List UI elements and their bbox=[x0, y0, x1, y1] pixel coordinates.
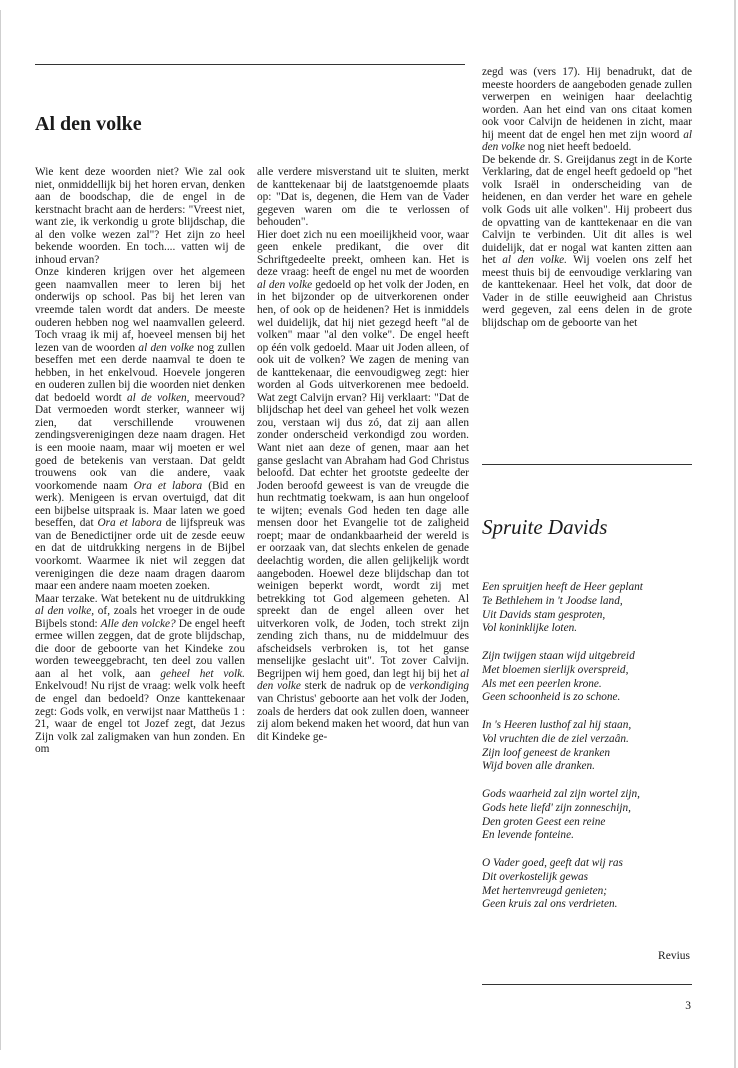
poem-line: Gods hete liefd' zijn zonneschijn, bbox=[482, 801, 631, 814]
poem-line: Een spruitjen heeft de Heer geplant bbox=[482, 581, 643, 593]
poem-line: Geen kruis zal ons verdrieten. bbox=[482, 898, 618, 911]
poem-line: O Vader goed, geeft dat wij ras bbox=[482, 856, 623, 869]
text-run: Enkelvoud! Nu rijst de vraag: welk volk heeft de engel dan bedoeld? Onze kanttekenaar zegt: Gods volk, en verwijst naar Mattheüs 1 : 21, waar de engel tot Jozef zegt, dat Jezus Zijn volk zal zaligmaken van hun zonden. En om bbox=[35, 680, 245, 756]
poem-line: In 's Heeren lusthof zal hij staan, bbox=[482, 718, 632, 731]
poem-line: Te Bethlehem in 't Joodse land, bbox=[482, 594, 623, 607]
poem-stanza-1 bbox=[482, 581, 712, 636]
italic-phrase: geheel het volk. bbox=[160, 667, 245, 680]
article-column-3 bbox=[482, 66, 692, 329]
article-paragraph bbox=[257, 166, 469, 229]
poem-stanza-4 bbox=[482, 788, 712, 843]
top-rule bbox=[35, 64, 465, 65]
text-run: zegd was (vers 17). Hij benadrukt, dat de meeste hoorders de aangeboden genade zullen verwerpen en weinigen haar deelachtig worden. Aan het eind van ons citaat komen ook voor Calvijn de heidenen in zicht, maar hij meent dat de engel hen met zijn woord bbox=[482, 66, 692, 141]
text-run: Maar terzake. Wat betekent nu de uitdrukking bbox=[35, 592, 245, 605]
italic-phrase: al den volke bbox=[482, 128, 692, 154]
italic-phrase: al den volke bbox=[138, 341, 194, 354]
scan-left-edge bbox=[0, 10, 1, 1050]
text-run: gedoeld op het volk der Joden, en in het bijzonder op de uitverkorenen onder hen, of ook op de heidenen? Het is inmiddels wel duidelijk, dat hij niet gezegd heeft "al de volken" maar "al den volke". De engel heeft op één volk gedoeld. Maar uit Joden alleen, of ook uit de volken? We zagen de mening van de kanttekenaar, die eenvoudigweg zegt: hier worden al Gods uitverkorenen mee bedoeld. Wat zegt Calvijn ervan? Hij verklaart: "Dat de blijdschap het deel van geheel het volk wezen zou, verstaan wij dus zó, dat zij aan allen zonder onderscheid verkondigd zou worden. Want niet aan deze of genen, maar aan het ganse geslacht van Abraham had God Christus beloofd. Dat echter het grootste gedeelte der Joden beroofd geweest is van de vreugde die hun rechtmatig toekwam, is aan hun ongeloof te wijten; evenals God heden ten dage alle mensen door het Evangelie tot de zaligheid roept; maar de ondankbaarheid der wereld is er oorzaak van, dat slechts enkelen de genade deelachtig worden, die allen gelijkelijk wordt aangeboden. Hoewel deze blijdschap dan tot weinigen beperkt wordt, wordt zij met betrekking tot God algemeen geheten. Al spreekt dan de engel alleen over het uitverkoren volk, de Joden, toch strekt zijn zending zich thans, nu de middelmuur des afscheidsels verbroken is, tot het ganse menselijke geslacht uit". Tot zover Calvijn. Begrijpen wij hem goed, dan legt hij bij het bbox=[257, 278, 469, 680]
poem-top-rule bbox=[482, 464, 692, 465]
page-number: 3 bbox=[685, 1000, 691, 1012]
text-run: Onze kinderen krijgen over het algemeen geen naamvallen meer to leren bij het onderwijs op school. Pas bij het leren van vreemde talen wordt dat anders. De meeste ouderen hebben nog wel naamvallen geleerd. Toch vraag ik mij af, hoeveel mensen bij het lezen van de woorden bbox=[35, 266, 245, 354]
poem-line: Vol vruchten die de ziel verzaân. bbox=[482, 732, 629, 745]
italic-phrase: al den volke bbox=[257, 278, 313, 291]
article-paragraph bbox=[482, 154, 692, 330]
article-title: Al den volke bbox=[35, 113, 142, 135]
poem-line: Gods waarheid zal zijn wortel zijn, bbox=[482, 787, 640, 800]
poem-line: Als met een peerlen krone. bbox=[482, 677, 602, 690]
poem-line: Dit overkostelijk gewas bbox=[482, 870, 589, 883]
text-run: van Christus' geboorte aan het volk der Joden, zoals de herders dat ook zullen doen, wanneer zij alom bekend maken het woord, dat hun van dit Kindeke ge- bbox=[257, 692, 469, 743]
text-run: De bekende dr. S. Greijdanus zegt in de Korte Verklaring, dat de engel heeft gedoeld op "het volk Israël in onderscheiding van de heidenen, en dan verder het ware en gehele volk Gods uit alle volken". Hij probeert dus de opvatting van de kanttekenaar en die van Calvijn te verbinden. Uit dit alles is wel duidelijk, dat er nogal wat kanten zitten aan het bbox=[482, 153, 692, 267]
text-run: nog niet heeft bedoeld. bbox=[524, 141, 632, 154]
text-run: Hier doet zich nu een moeilijkheid voor, waar geen enkele predikant, die over dit Schriftgedeelte preekt, omheen kan. Het is deze vraag: heeft de engel nu met de woorden bbox=[257, 228, 469, 279]
poem-line: Met hertenvreugd genieten; bbox=[482, 884, 608, 897]
article-column-1 bbox=[35, 166, 245, 756]
article-paragraph bbox=[35, 166, 245, 266]
text-run: meervoud? Dat vermoeden wordt sterker, wanneer wij zien, dat verschillende vrouwenen zendingsverenigingen deze naam dragen. Het is een mooie naam, maar wij moeten er wel goed de betekenis van verstaan. Dat geldt trouwens ook van die andere, vaak voorkomende naam bbox=[35, 391, 245, 492]
article-paragraph bbox=[35, 266, 245, 592]
poem-line: Uit Davids stam gesproten, bbox=[482, 608, 606, 621]
article-paragraph bbox=[482, 66, 692, 154]
poem-line: Den groten Geest een reine bbox=[482, 815, 606, 828]
text-run: (Bid en werk). Menigeen is ervan overtuigd, dat dit een bijbelse uitspraak is. Maar laten we goed beseffen, dat bbox=[35, 479, 245, 530]
italic-phrase: Ora et labora bbox=[133, 479, 203, 492]
poem-line: En levende fonteine. bbox=[482, 829, 574, 842]
text-run: sterk de nadruk op de bbox=[300, 680, 410, 693]
italic-phrase: Ora et labora bbox=[97, 517, 162, 530]
article-column-2 bbox=[257, 166, 469, 743]
poem-title: Spruite Davids bbox=[482, 515, 608, 539]
italic-phrase: Alle den volcke? bbox=[100, 617, 176, 630]
text-run: De engel heeft ermee willen zeggen, dat de grote blijdschap, die door de geboorte van het Kindeke zou worden teweeggebracht, ten deel zou vallen aan al het volk, aan bbox=[35, 617, 245, 680]
poem-line: Zijn twijgen staan wijd uitgebreid bbox=[482, 649, 635, 662]
text-run: de lijfspreuk was van de Benedictijner orde uit de zesde eeuw en dat de uitdrukking nergens in de Bijbel voorkomt. Waarmee ik niet wil zeggen dat verenigingen die deze naam dragen daarom maar een andere naam moeten zoeken. bbox=[35, 517, 245, 593]
article-paragraph bbox=[257, 229, 469, 743]
poem-line: Zijn loof geneest de kranken bbox=[482, 746, 611, 759]
italic-phrase: al den volke. bbox=[502, 254, 567, 267]
text-run: alle verdere misverstand uit te sluiten, merkt de kanttekenaar bij de laatstgenoemde plaats op: "Dat is, degenen, die Hem van de Vader gegeven waren om die te verlossen of behouden". bbox=[257, 166, 469, 229]
poem-stanza-3 bbox=[482, 719, 712, 774]
poem-stanza-2 bbox=[482, 650, 712, 705]
poem-bottom-rule bbox=[482, 984, 692, 985]
text-run: of, zoals het vroeger in de oude Bijbels stond: bbox=[35, 605, 245, 630]
italic-phrase: verkondiging bbox=[409, 680, 469, 693]
text-run: Wij voelen ons zelf het meest thuis bij de eenvoudige verklaring van de kanttekenaar. Heel het volk, dat door de Vader in de stille eeuwigheid aan Christus werd gegeven, zal eens delen in de grote blijdschap om de geboorte van het bbox=[482, 254, 692, 329]
text-run: Wie kent deze woorden niet? Wie zal ook niet, onmiddellijk bij het horen ervan, denken aan de boodschap, die de engel in de kerstnacht bracht aan de herders: "Vreest niet, want zie, ik verkondig u grote blijdschap, die al den volke wezen zal"? Het zijn zo heel bekende woorden. En toch.... vatten wij de inhoud ervan? bbox=[35, 166, 245, 266]
text-run: nog zullen beseffen met een derde naamval te doen te hebben, in het enkelvoud. Hoevele jongeren en ouderen zullen bij die woorden niet denken dat bedoeld wordt bbox=[35, 341, 245, 404]
poem-stanza-5 bbox=[482, 857, 712, 912]
poem-line: Met bloemen sierlijk overspreid, bbox=[482, 663, 629, 676]
scan-right-edge bbox=[734, 0, 736, 1068]
poem-line: Wijd boven alle dranken. bbox=[482, 760, 595, 773]
italic-phrase: al den volke bbox=[257, 667, 469, 693]
article-paragraph bbox=[35, 593, 245, 756]
poem-author: Revius bbox=[658, 950, 690, 962]
poem-line: Vol koninklijke loten. bbox=[482, 622, 578, 635]
italic-phrase: al de volken, bbox=[126, 391, 190, 404]
poem-body bbox=[482, 581, 712, 926]
poem-line: Geen schoonheid is zo schone. bbox=[482, 691, 621, 704]
italic-phrase: al den volke, bbox=[35, 605, 95, 618]
